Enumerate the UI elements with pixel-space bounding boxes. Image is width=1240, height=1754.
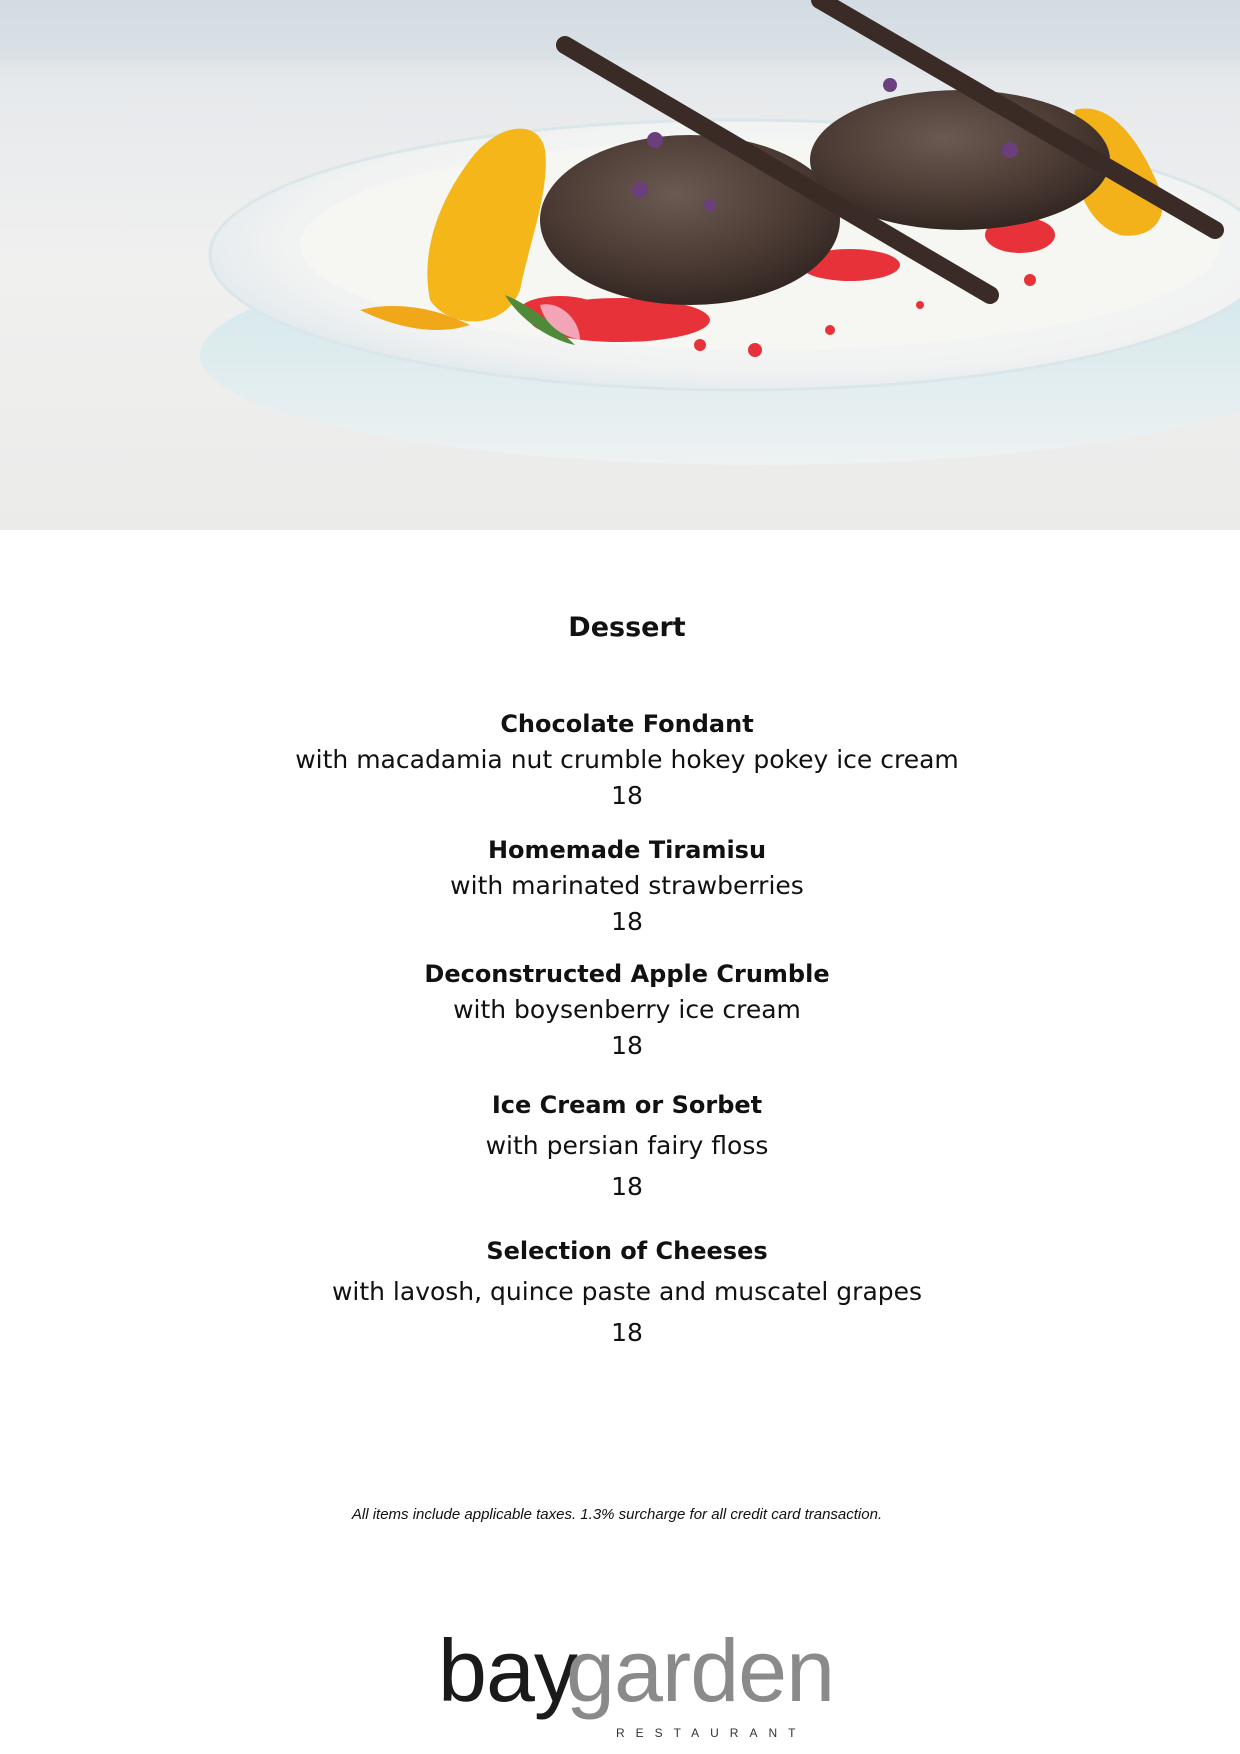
menu-item-description: with boysenberry ice cream <box>453 995 801 1024</box>
baygarden-logo <box>438 1621 835 1750</box>
menu-item <box>0 1233 1240 1351</box>
logo-subtitle: RESTAURANT <box>616 1726 807 1740</box>
menu-item-price: 18 <box>611 781 643 810</box>
menu-item-price: 18 <box>611 1172 643 1201</box>
menu-item-name: Chocolate Fondant <box>500 710 754 738</box>
logo-word-dark: bay <box>438 1621 577 1720</box>
menu-item-price: 18 <box>611 1318 643 1347</box>
menu-item-description: with marinated strawberries <box>450 871 804 900</box>
menu-item-name: Selection of Cheeses <box>486 1237 768 1265</box>
menu-item <box>0 706 1240 814</box>
logo-word-light: garden <box>566 1621 835 1720</box>
menu-item <box>0 1087 1240 1205</box>
menu-item-price: 18 <box>611 1031 643 1060</box>
menu-item-description: with lavosh, quince paste and muscatel grapes <box>331 1277 923 1306</box>
menu-item-description: with persian fairy floss <box>485 1131 769 1160</box>
menu-item-price: 18 <box>611 907 643 936</box>
menu-item-name: Ice Cream or Sorbet <box>491 1091 763 1119</box>
menu-item-description: with macadamia nut crumble hokey pokey ice cream <box>295 745 959 774</box>
menu-item-name: Homemade Tiramisu <box>487 836 767 864</box>
dessert-photo <box>0 0 1240 530</box>
menu-item <box>0 956 1240 1064</box>
section-title: Dessert <box>568 612 686 643</box>
menu-item <box>0 832 1240 940</box>
footnote: All items include applicable taxes. 1.3% surcharge for all credit card transaction. <box>351 1506 883 1523</box>
menu-item-name: Deconstructed Apple Crumble <box>424 960 830 988</box>
